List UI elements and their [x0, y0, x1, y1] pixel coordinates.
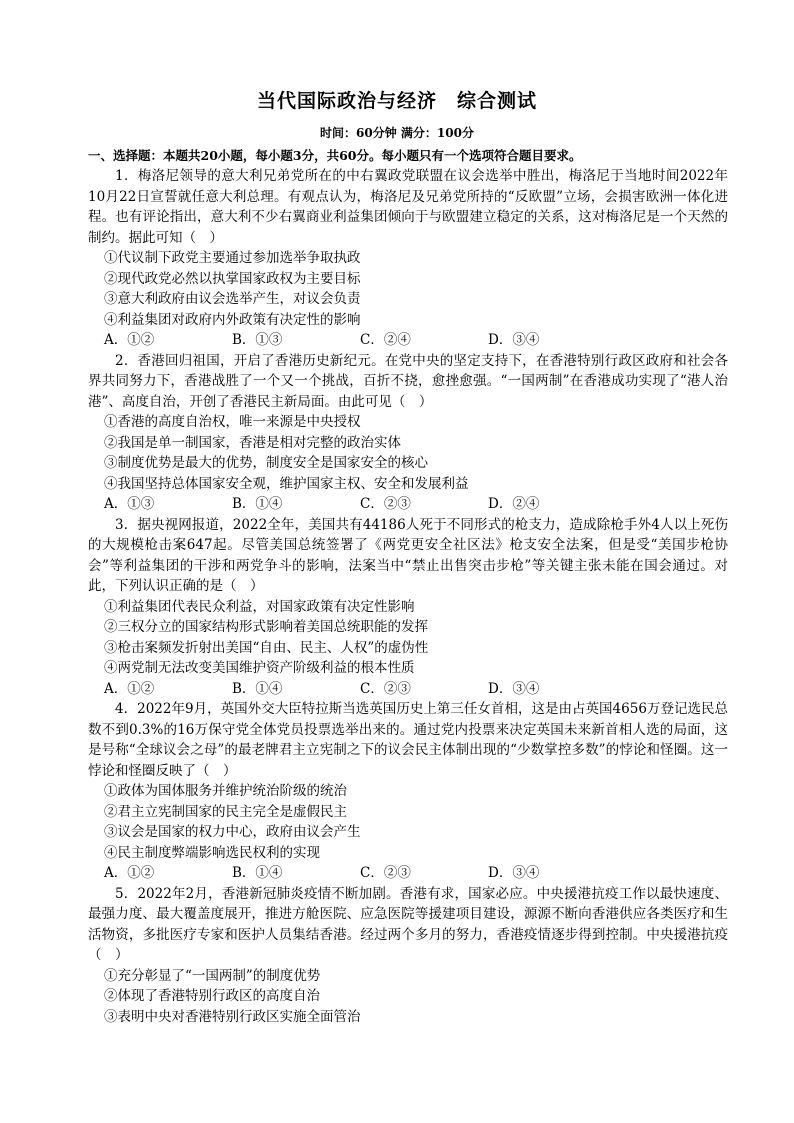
question-stem: 3．据央视网报道，2022全年，美国共有44186人死于不同形式的枪支力，造成除枪手外4人以上死伤的大规模枪击案647起。尽管美国总统签署了《两党更安全社区法》枪支安全法案，但是受“美国步枪协会”等利益集团的干涉和两党争斗的影响，法案当中“禁止出售突击步枪”等关键主张未能在国会通过。对此，下列认识正确的是（ ）	[88, 516, 728, 594]
statement-option: ④我国坚持总体国家安全观，维护国家主权、安全和发展利益	[104, 475, 469, 492]
answer-choices	[88, 330, 728, 351]
statement-option: ②体现了香港特别行政区的高度自治	[104, 988, 320, 1004]
question-4	[88, 699, 728, 884]
statement-option: ④民主制度弊端影响选民权利的实现	[104, 844, 320, 861]
statement-option: ③制度优势是最大的优势，制度安全是国家安全的核心	[104, 455, 428, 471]
statement-option: ③意大利政府由议会选举产生，对议会负责	[104, 291, 361, 307]
answer-choice: B．①④	[232, 865, 283, 881]
questions-list	[88, 166, 728, 1027]
answer-choices	[88, 863, 728, 884]
answer-choice: A．①②	[104, 865, 155, 881]
statement-option: ③表明中央对香港特别行政区实施全面管治	[104, 1008, 361, 1025]
answer-choice: C．②③	[360, 496, 411, 512]
answer-choice: A．①③	[104, 496, 155, 512]
answer-choice: C．②③	[360, 865, 411, 881]
statement-option: ③议会是国家的权力中心，政府由议会产生	[104, 824, 361, 840]
statement-option: ②君主立宪制国家的民主完全是虚假民主	[104, 803, 347, 820]
question-stem: 1．梅洛尼领导的意大利兄弟党所在的中右翼政党联盟在议会选举中胜出，梅洛尼于当地时间2022年10月22日宣誓就任意大利总理。有观点认为，梅洛尼及兄弟党所持的“反欧盟”立场，会损害欧洲一体化进程。也有评论指出，意大利不少右翼商业利益集团倾向于与欧盟建立稳定的关系，这对梅洛尼是一个天然的制约。据此可知（ ）	[88, 168, 728, 246]
answer-choice: B．①③	[232, 332, 283, 348]
answer-choice: A．①②	[104, 680, 155, 697]
statement-option: ①充分彰显了“一国两制”的制度优势	[104, 967, 321, 984]
answer-choice: C．②③	[360, 680, 411, 697]
question-3	[88, 515, 728, 700]
statement-option: ④两党制无法改变美国维护资产阶级利益的根本性质	[104, 660, 415, 676]
answer-choice: B．①④	[232, 680, 283, 697]
question-stem: 2．香港回归祖国，开启了香港历史新纪元。在党中央的坚定支持下，在香港特别行政区政府和社会各界共同努力下，香港战胜了一个又一个挑战，百折不挠，愈挫愈强。“一国两制”在香港成功实现了“港人治港”、高度自治，开创了香港民主新局面。由此可见（ ）	[88, 352, 728, 410]
statement-option: ③枪击案频发折射出美国“自由、民主、人权”的虚伪性	[104, 639, 429, 656]
answer-choices	[88, 494, 728, 515]
statement-option: ②我国是单一制国家，香港是相对完整的政治实体	[104, 434, 401, 451]
statement-option: ①利益集团代表民众利益，对国家政策有决定性影响	[104, 598, 415, 615]
exam-meta: 时间：60分钟 满分：100分	[320, 126, 474, 140]
statement-option: ②三权分立的国家结构形式影响着美国总统职能的发挥	[104, 619, 428, 635]
statement-option: ④利益集团对政府内外政策有决定性的影响	[104, 311, 361, 328]
question-stem: 5．2022年2月，香港新冠肺炎疫情不断加剧。香港有求，国家必应。中央援港抗疫工作以最快速度、最强力度、最大覆盖度展开，推进方舱医院、应急医院等援建项目建设，源源不断向香港供应各类医疗和生活物资，多批医疗专家和医护人员集结香港。经过两个多月的努力，香港疫情逐步得到控制。中央援港抗疫（ ）	[88, 885, 728, 963]
answer-choice: B．①④	[232, 496, 283, 512]
statement-option: ②现代政党必然以执掌国家政权为主要目标	[104, 270, 361, 287]
section-heading: 一、选择题：本题共20小题，每小题3分，共60分。每小题只有一个选项符合题目要求。	[88, 148, 582, 163]
answer-choice: D．②④	[488, 496, 540, 512]
answer-choice: D．③④	[488, 680, 540, 697]
statement-option: ①政体为国体服务并维护统治阶级的统治	[104, 783, 347, 799]
answer-choice: D．③④	[488, 865, 540, 881]
answer-choice: C．②④	[360, 332, 411, 348]
answer-choice: A．①②	[104, 332, 155, 348]
answer-choice: D．③④	[488, 332, 540, 348]
question-2	[88, 351, 728, 515]
question-stem: 4．2022年9月，英国外交大臣特拉斯当选英国历史上第三任女首相，这是由占英国4656万登记选民总数不到0.3%的16万保守党全体党员投票选举出来的。通过党内投票来决定英国未来新首相人选的局面，这是号称“全球议会之母”的最老牌君主立宪制之下的议会民主体制出现的“少数掌控多数”的悖论和怪圈。这一悖论和怪圈反映了（ ）	[88, 701, 728, 779]
question-5	[88, 884, 728, 1028]
answer-choices	[88, 679, 728, 700]
statement-option: ①代议制下政党主要通过参加选举争取执政	[104, 250, 361, 266]
statement-option: ①香港的高度自治权，唯一来源是中央授权	[104, 414, 361, 430]
page-title: 当代国际政治与经济 综合测试	[256, 90, 537, 112]
question-1	[88, 166, 728, 351]
